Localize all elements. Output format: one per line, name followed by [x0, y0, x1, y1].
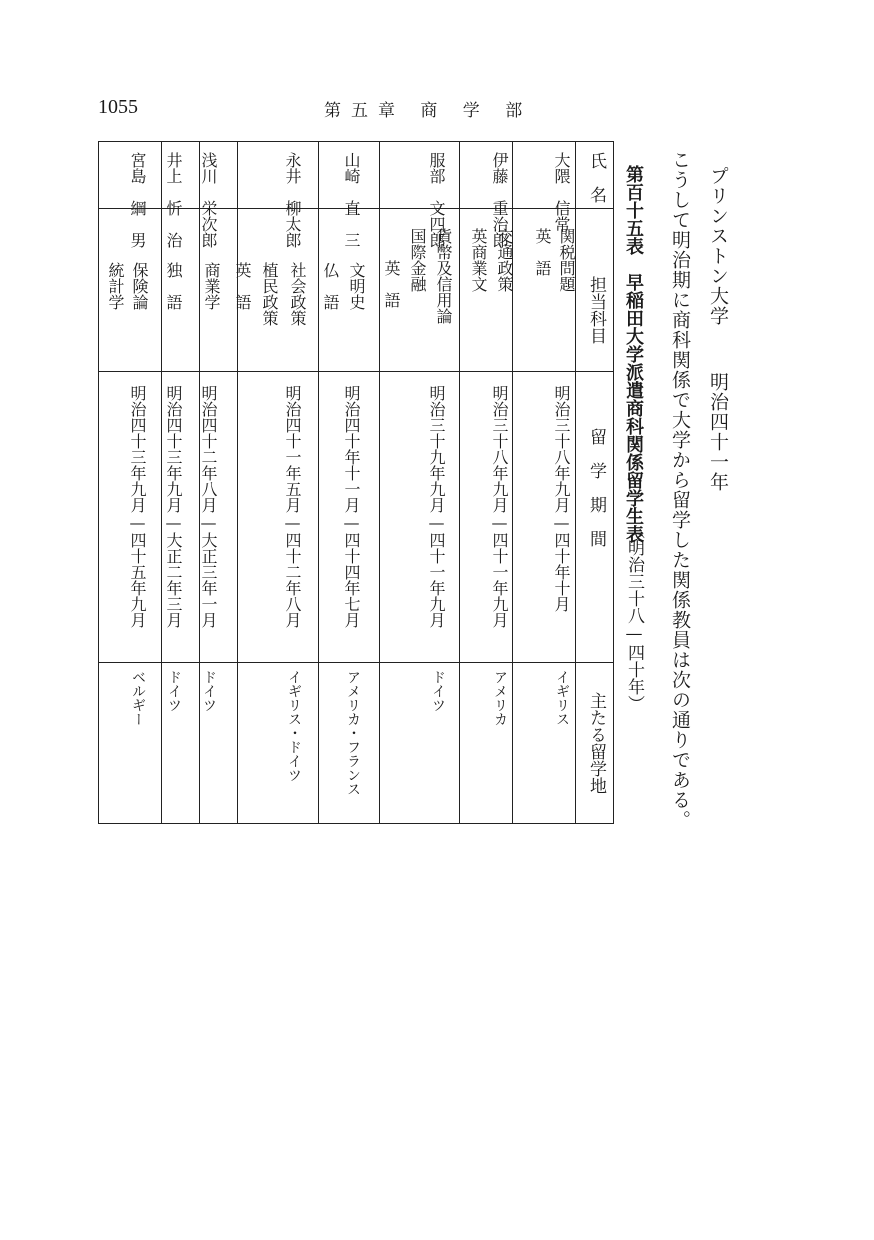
row-8-period: 明治四十三年九月—四十五年九月	[128, 385, 147, 628]
page-number: 1055	[98, 96, 138, 118]
row-1-subject-b: 英 語	[533, 228, 552, 276]
row-4-name: 山崎 直 三	[342, 152, 361, 248]
chapter-title: 第五章 商 学 部	[324, 101, 533, 121]
row-6-name: 浅川 栄次郎	[199, 152, 218, 248]
prose-line-1-right: 明治四十一年	[707, 372, 729, 492]
row-6-subject-a: 商業学	[202, 262, 221, 310]
row-5-subject-c: 英 語	[233, 262, 252, 310]
table-caption: 第百十五表 早稲田大学派遣商科関係留学生表	[623, 165, 644, 543]
row-6-period: 明治四十二年八月—大正三年一月	[199, 385, 218, 628]
prose-line-2: こうして明治期に商科関係で大学から留学した関係教員は次の通りである。	[669, 150, 691, 830]
row-2-destination: アメリカ	[492, 670, 508, 726]
row-7-period: 明治四十三年九月—大正二年三月	[164, 385, 183, 628]
header-destination: 主たる留学地	[586, 692, 606, 794]
row-7-destination: ドイツ	[166, 670, 182, 712]
row-5-destination: イギリス・ドイツ	[286, 670, 302, 782]
row-8-name: 宮島 綱 男	[128, 152, 147, 248]
row-8-subject-b: 統計学	[106, 262, 125, 310]
row-1-destination: イギリス	[554, 670, 570, 726]
row-7-subject-a: 独 語	[164, 262, 183, 310]
row-2-subject-b: 英商業文	[469, 228, 488, 292]
row-5-subject-b: 植民政策	[260, 262, 279, 326]
row-4-period: 明治四十年十一月—四十四年七月	[342, 385, 361, 628]
row-3-period: 明治三十九年九月—四十一年九月	[427, 385, 446, 628]
table-caption-period: （明治三十八—四十年）	[624, 522, 644, 712]
row-7-name: 井上 忻 治	[164, 152, 183, 248]
row-5-subject-a: 社会政策	[288, 262, 307, 326]
row-6-destination: ドイツ	[201, 670, 217, 712]
row-8-destination: ベルギー	[130, 670, 146, 726]
row-4-subject-a: 文明史	[347, 262, 366, 310]
row-5-name: 永井 柳太郎	[283, 152, 302, 248]
header-name: 氏 名	[586, 152, 606, 203]
row-3-subject-a: 貨幣及信用論	[434, 228, 453, 324]
row-3-subject-b: 国際金融	[408, 228, 427, 292]
row-1-subject-a: 関税問題	[557, 228, 576, 292]
row-4-subject-b: 仏 語	[321, 262, 340, 310]
row-3-destination: ドイツ	[430, 670, 446, 712]
header-subject: 担当科目	[586, 276, 606, 344]
row-1-period: 明治三十八年九月—四十年十月	[552, 385, 571, 612]
header-period: 留 学 期 間	[586, 428, 606, 547]
row-8-subject-a: 保険論	[130, 262, 149, 310]
row-2-name: 伊藤 重治郎	[490, 152, 509, 248]
prose-line-1-left: プリンストン大学	[707, 166, 729, 326]
row-3-subject-c: 英 語	[382, 260, 401, 308]
row-2-subject-a: 交通政策	[495, 228, 514, 292]
row-3-name: 服部 文四郎	[427, 152, 446, 248]
row-2-period: 明治三十八年九月—四十一年九月	[490, 385, 509, 628]
row-1-name: 大隈 信常	[552, 152, 571, 232]
row-5-period: 明治四十一年五月—四十二年八月	[283, 385, 302, 628]
row-4-destination: アメリカ・フランス	[345, 670, 361, 796]
